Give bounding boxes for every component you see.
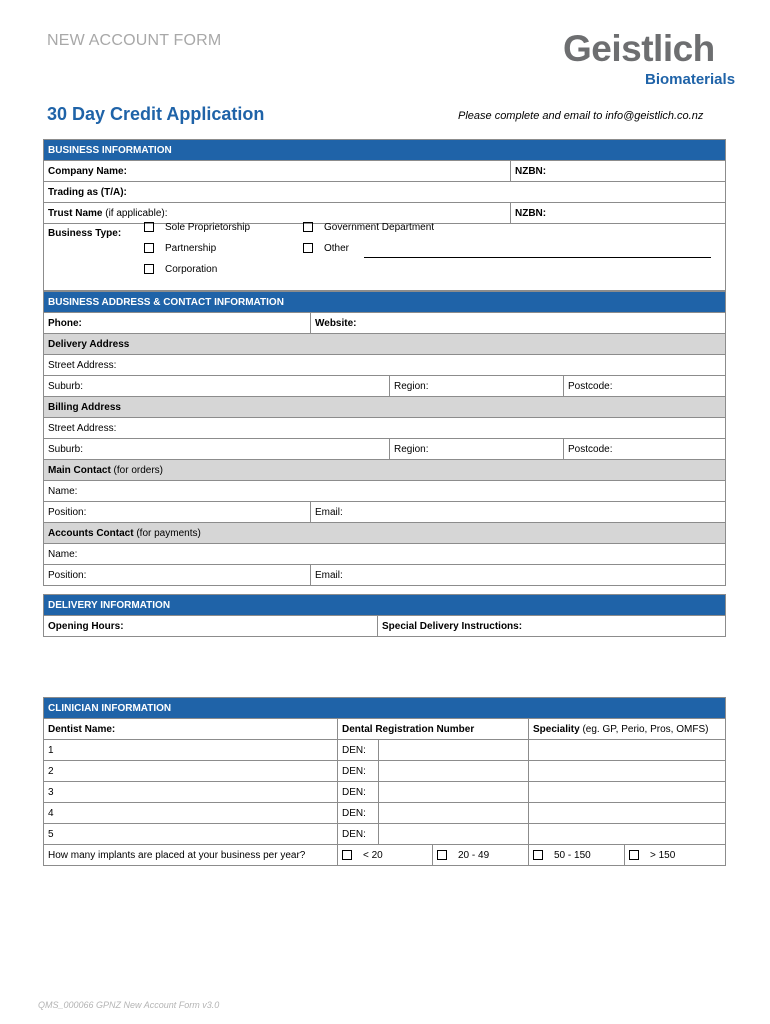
- accounts-contact-header: Accounts Contact (for payments): [44, 523, 726, 544]
- implant-option-gt150[interactable]: > 150: [625, 845, 726, 866]
- main-contact-position-field[interactable]: Position:: [44, 502, 311, 523]
- main-contact-name-field[interactable]: Name:: [44, 481, 726, 502]
- main-contact-header: Main Contact (for orders): [44, 460, 726, 481]
- email-instruction: Please complete and email to info@geistlich.co.nz: [458, 110, 704, 122]
- checkbox-icon[interactable]: [437, 850, 447, 860]
- den-label: DEN:: [338, 782, 379, 803]
- option-corporation[interactable]: Corporation: [144, 264, 217, 275]
- section-header-business: BUSINESS INFORMATION: [44, 140, 726, 161]
- checkbox-icon[interactable]: [144, 222, 154, 232]
- checkbox-icon[interactable]: [303, 222, 313, 232]
- den-label: DEN:: [338, 803, 379, 824]
- option-other[interactable]: Other: [303, 243, 349, 254]
- checkbox-icon[interactable]: [303, 243, 313, 253]
- den-number-field[interactable]: [379, 824, 529, 845]
- logo-subtitle: Biomaterials: [645, 71, 736, 88]
- option-partnership[interactable]: Partnership: [144, 243, 216, 254]
- dentist-row-4[interactable]: 4: [44, 803, 338, 824]
- speciality-header: Speciality (eg. GP, Perio, Pros, OMFS): [529, 719, 726, 740]
- footer-doc-id: QMS_000066 GPNZ New Account Form v3.0: [38, 1000, 220, 1010]
- checkbox-icon[interactable]: [629, 850, 639, 860]
- business-type-label: Business Type:: [48, 228, 122, 239]
- den-number-field[interactable]: [379, 803, 529, 824]
- nzbn-label: NZBN:: [515, 165, 547, 177]
- accounts-contact-email-field[interactable]: Email:: [311, 565, 726, 586]
- delivery-info-table: [43, 594, 726, 637]
- geistlich-logo: Geistlich: [563, 28, 715, 69]
- billing-postcode-field[interactable]: Postcode:: [564, 439, 726, 460]
- trust-name-label: Trust Name: [48, 207, 103, 219]
- checkbox-icon[interactable]: [342, 850, 352, 860]
- den-number-field[interactable]: [379, 782, 529, 803]
- trading-as-field[interactable]: [44, 182, 726, 203]
- checkbox-icon[interactable]: [533, 850, 543, 860]
- delivery-address-header: Delivery Address: [44, 334, 726, 355]
- implant-option-lt20[interactable]: < 20: [338, 845, 433, 866]
- billing-address-header: Billing Address: [44, 397, 726, 418]
- dentist-row-2[interactable]: 2: [44, 761, 338, 782]
- company-name-label: Company Name:: [48, 165, 127, 177]
- delivery-street-field[interactable]: Street Address:: [44, 355, 726, 376]
- section-header-address: BUSINESS ADDRESS & CONTACT INFORMATION: [44, 292, 726, 313]
- speciality-field[interactable]: [529, 761, 726, 782]
- special-instructions-field[interactable]: Special Delivery Instructions:: [378, 616, 726, 637]
- den-number-field[interactable]: [379, 761, 529, 782]
- form-title: NEW ACCOUNT FORM: [47, 32, 222, 49]
- delivery-postcode-field[interactable]: Postcode:: [564, 376, 726, 397]
- den-label: DEN:: [338, 740, 379, 761]
- implant-option-20-49[interactable]: 20 - 49: [433, 845, 529, 866]
- dentist-row-3[interactable]: 3: [44, 782, 338, 803]
- accounts-contact-position-field[interactable]: Position:: [44, 565, 311, 586]
- speciality-field[interactable]: [529, 740, 726, 761]
- implants-question: How many implants are placed at your business per year?: [44, 845, 338, 866]
- speciality-field[interactable]: [529, 803, 726, 824]
- den-number-field[interactable]: [379, 740, 529, 761]
- delivery-region-field[interactable]: Region:: [390, 376, 564, 397]
- speciality-field[interactable]: [529, 782, 726, 803]
- website-field[interactable]: Website:: [311, 313, 726, 334]
- implant-option-50-150[interactable]: 50 - 150: [529, 845, 625, 866]
- billing-suburb-field[interactable]: Suburb:: [44, 439, 390, 460]
- trust-name-suffix: (if applicable):: [102, 207, 168, 219]
- opening-hours-field[interactable]: Opening Hours:: [44, 616, 378, 637]
- nzbn-field[interactable]: [511, 161, 726, 182]
- option-government-department[interactable]: Government Department: [303, 222, 434, 233]
- dentist-row-5[interactable]: 5: [44, 824, 338, 845]
- page-title: 30 Day Credit Application: [47, 104, 265, 124]
- clinician-info-table: [43, 697, 726, 866]
- checkbox-icon[interactable]: [144, 264, 154, 274]
- phone-field[interactable]: Phone:: [44, 313, 311, 334]
- billing-street-field[interactable]: Street Address:: [44, 418, 726, 439]
- dentist-name-header: Dentist Name:: [44, 719, 338, 740]
- main-contact-email-field[interactable]: Email:: [311, 502, 726, 523]
- billing-region-field[interactable]: Region:: [390, 439, 564, 460]
- section-header-delivery: DELIVERY INFORMATION: [44, 595, 726, 616]
- address-contact-table: [43, 291, 726, 586]
- nzbn2-label: NZBN:: [515, 207, 547, 219]
- other-underline[interactable]: [364, 257, 711, 258]
- speciality-field[interactable]: [529, 824, 726, 845]
- dental-reg-header: Dental Registration Number: [338, 719, 529, 740]
- section-header-clinician: CLINICIAN INFORMATION: [44, 698, 726, 719]
- company-name-field[interactable]: [44, 161, 511, 182]
- delivery-suburb-field[interactable]: Suburb:: [44, 376, 390, 397]
- den-label: DEN:: [338, 761, 379, 782]
- den-label: DEN:: [338, 824, 379, 845]
- trust-name-field[interactable]: [44, 203, 511, 224]
- dentist-row-1[interactable]: 1: [44, 740, 338, 761]
- trading-as-label: Trading as (T/A):: [48, 186, 127, 198]
- checkbox-icon[interactable]: [144, 243, 154, 253]
- accounts-contact-name-field[interactable]: Name:: [44, 544, 726, 565]
- option-sole-proprietorship[interactable]: Sole Proprietorship: [144, 222, 250, 233]
- nzbn2-field[interactable]: [511, 203, 726, 224]
